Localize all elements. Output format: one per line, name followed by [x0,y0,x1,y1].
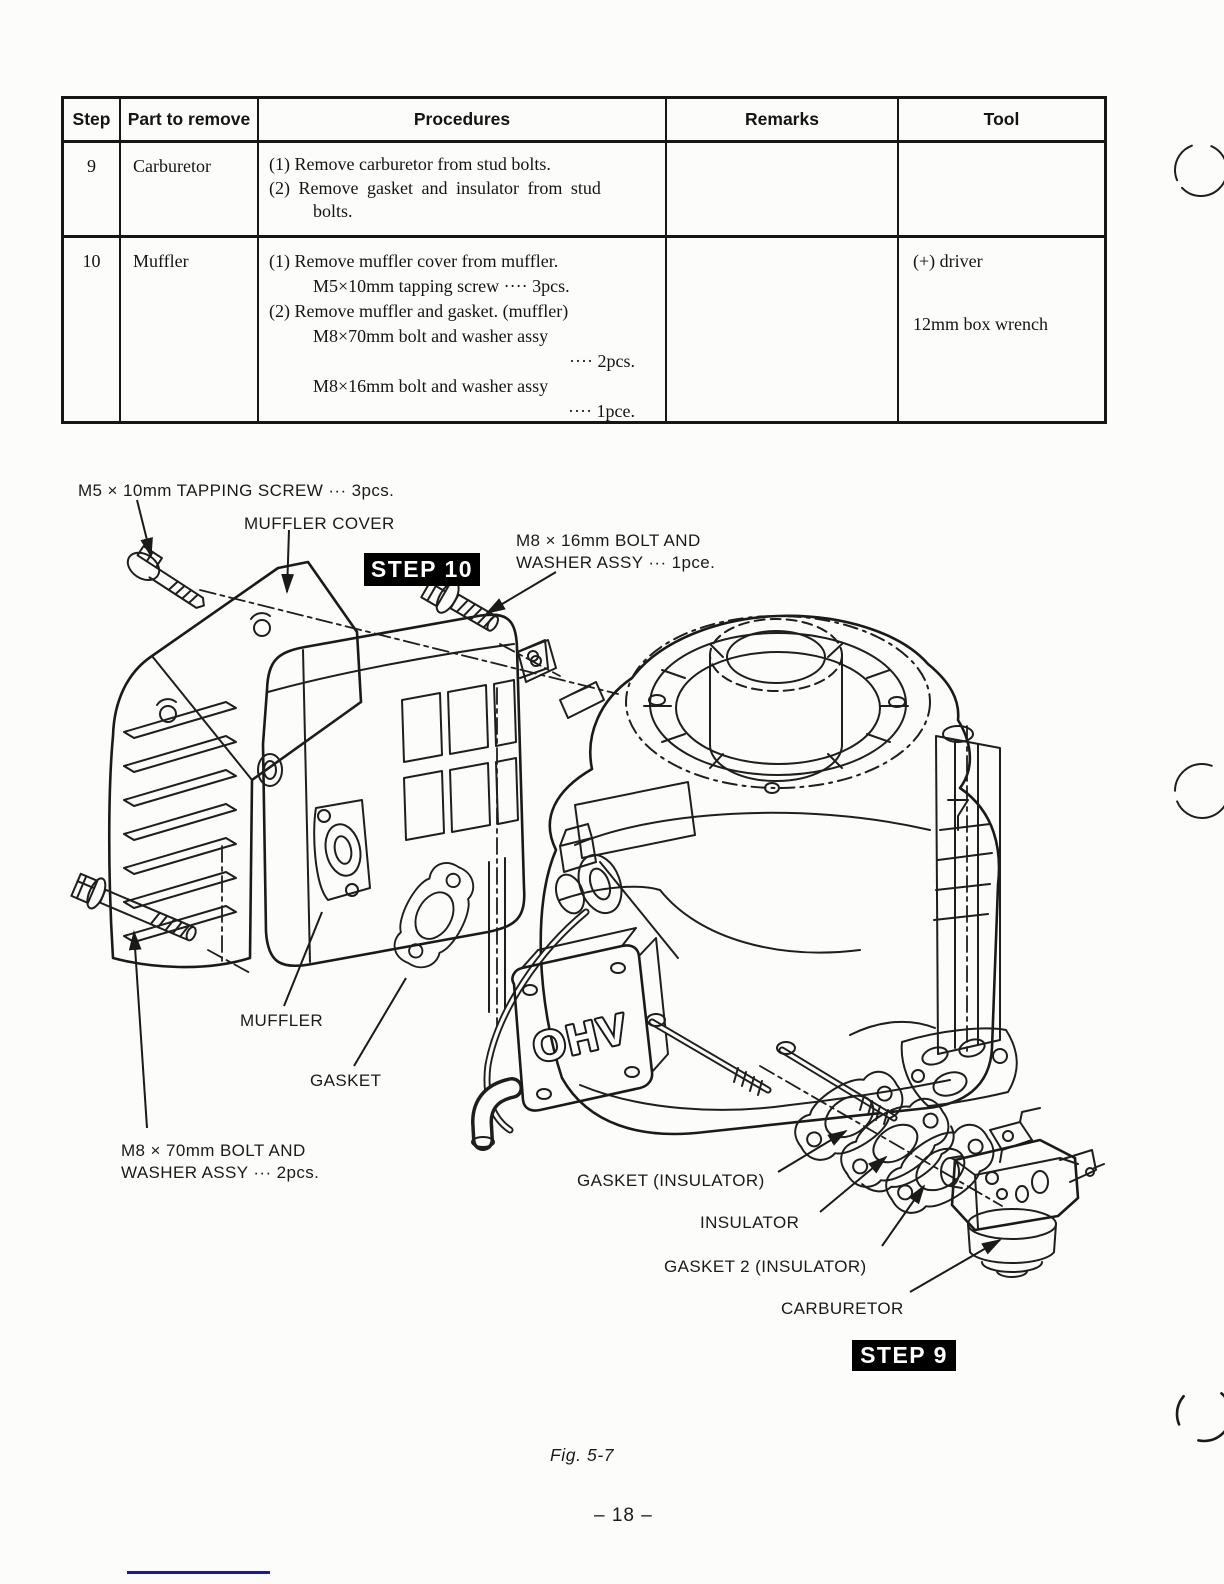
procedure-line: M8×16mm bolt and washer assy [313,376,549,396]
step9-badge: STEP 9 [852,1340,956,1371]
label-m8x70-line2: WASHER ASSY ··· 2pcs. [121,1163,320,1182]
part-name: Carburetor [119,143,257,235]
part-name: Muffler [119,238,257,424]
ohv-emboss-text: OHV [528,1004,634,1072]
step10-badge: STEP 10 [364,553,480,586]
procedure-line: bolts. [313,201,353,221]
procedure-line: (2) Remove gasket and insulator from stud [269,177,601,198]
procedure-line: M5×10mm tapping screw ···· 3pcs. [313,276,570,296]
procedure-line: ···· 1pce. [568,401,635,421]
figure-caption: Fig. 5-7 [550,1445,615,1465]
step-number: 10 [82,251,101,271]
col-header-part: Part to remove [119,99,257,140]
label-m8x70-line1: M8 × 70mm BOLT AND [121,1141,306,1160]
label-m8x16-bolt [516,530,715,574]
step-number: 9 [87,156,96,176]
m8x70-bolt-drawing [70,870,201,950]
procedure-line: (1) Remove carburetor from stud bolts. [269,154,551,174]
tool-line: (+) driver [913,251,983,271]
procedure-line: ···· 2pcs. [569,351,635,371]
label-m8x16-line1: M8 × 16mm BOLT AND [516,531,701,550]
engine-drawing [472,616,1017,1147]
scan-hole-marks [1175,144,1224,1441]
procedure-line: (2) Remove muffler and gasket. (muffler) [269,301,569,321]
procedure-line: (1) Remove muffler cover from muffler. [269,251,559,271]
label-m8x16-line2: WASHER ASSY ··· 1pce. [516,553,716,572]
procedure-line: M8×70mm bolt and washer assy [313,326,549,346]
label-muffler-cover: MUFFLER COVER [244,514,395,533]
tool-line: 12mm box wrench [913,314,1048,334]
col-header-remarks: Remarks [665,99,897,140]
page-number: – 18 – [594,1505,653,1526]
carburetor-drawing [941,1108,1104,1277]
col-header-tool: Tool [897,99,1104,140]
col-header-procedures: Procedures [257,99,665,140]
label-gasket2-insulator: GASKET 2 (INSULATOR) [664,1257,867,1276]
label-gasket-insulator: GASKET (INSULATOR) [577,1171,765,1190]
label-insulator: INSULATOR [700,1213,800,1232]
label-carburetor: CARBURETOR [781,1299,904,1318]
footer-rule [127,1571,270,1574]
label-m8x70-bolt [121,1140,319,1184]
label-gasket: GASKET [310,1071,382,1090]
tapping-screw-drawing [123,543,213,616]
muffler-gasket-drawing [383,854,486,978]
col-header-step: Step [72,109,111,129]
label-m5-screw: M5 × 10mm TAPPING SCREW ··· 3pcs. [78,481,395,500]
label-muffler: MUFFLER [240,1011,324,1030]
